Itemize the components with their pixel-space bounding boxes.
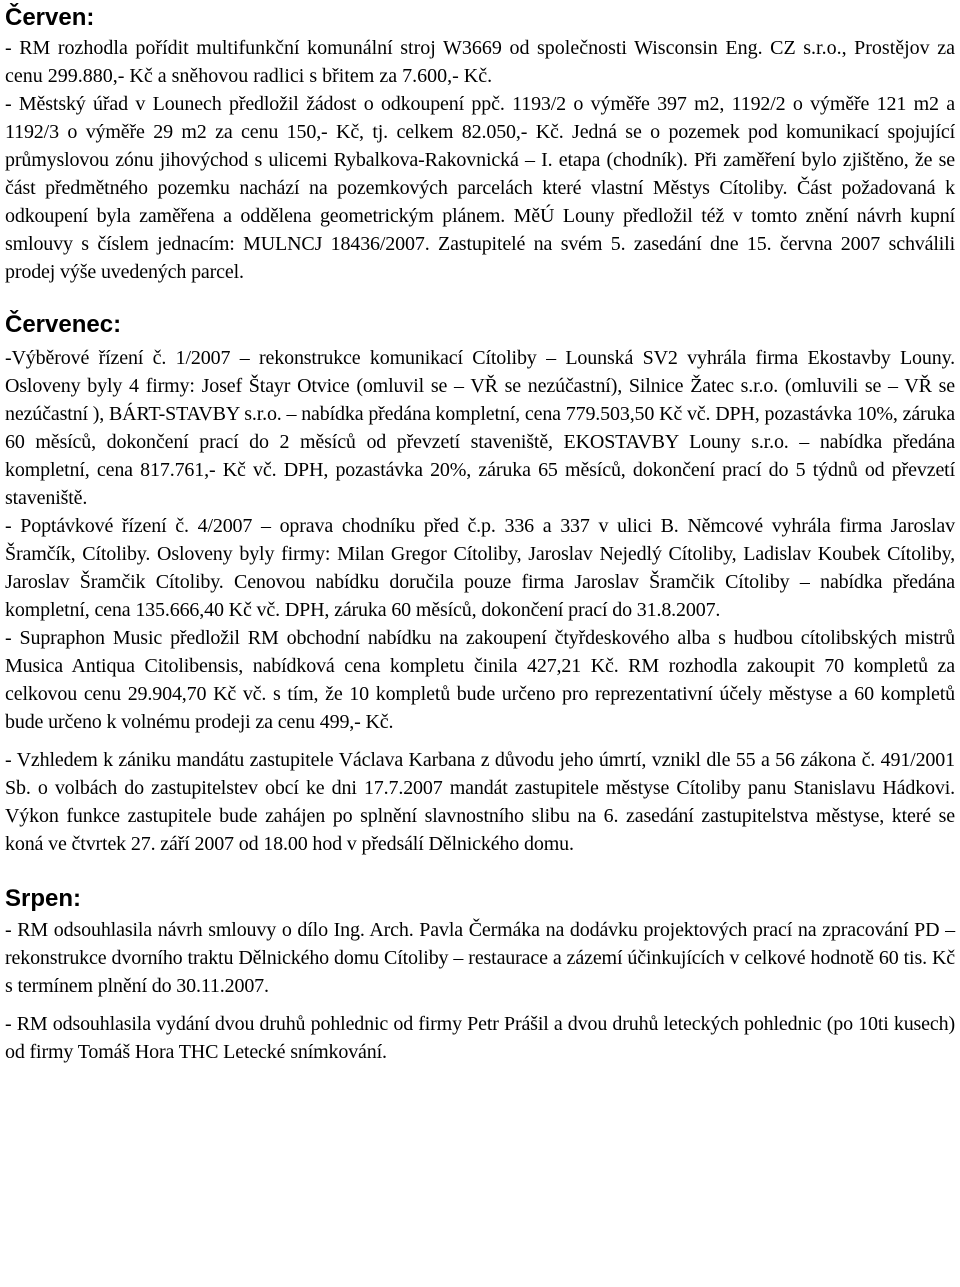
section-cerven: [5, 3, 955, 286]
paragraph: - RM odsouhlasila vydání dvou druhů pohlednic od firmy Petr Prášil a dvou druhů leteckých pohlednic (po 10ti kusech) od firmy Tomáš Hora THC Letecké snímkování.: [5, 1013, 955, 1063]
paragraph: - Vzhledem k zániku mandátu zastupitele Václava Karbana z důvodu jeho úmrtí, vznikl dle 55 a 56 zákona č. 491/2001 Sb. o volbách do zastupitelstev obcí ke dni 17.7.2007 mandát zastupitele městyse Cítoliby panu Stanislavu Hádkovi. Výkon funkce zastupitele bude zahájen po splnění slavnostního slibu na 6. zasedání zastupitelstva městyse, které se koná ve čtvrtek 27. září 2007 od 18.00 hod v předsálí Dělnického domu.: [5, 749, 955, 855]
section-srpen: [5, 884, 955, 1066]
document-page: [5, 0, 955, 1066]
section-heading: Srpen:: [5, 885, 82, 912]
paragraph: - RM odsouhlasila návrh smlouvy o dílo Ing. Arch. Pavla Čermáka na dodávku projektových prací na zpracování PD – rekonstrukce dvorního traktu Dělnického domu Cítoliby – restaurace a zázemí účinkujících v celkové hodnotě 60 tis. Kč s termínem plnění do 30.11.2007.: [5, 919, 955, 997]
section-cervenec: [5, 310, 955, 858]
paragraph: - Poptávkové řízení č. 4/2007 – oprava chodníku před č.p. 336 a 337 v ulici B. Němcové vyhrála firma Jaroslav Šramčík, Cítoliby. Osloveny byly firmy: Milan Gregor Cítoliby, Jaroslav Nejedlý Cítoliby, Ladislav Koubek Cítoliby, Jaroslav Šramčik Cítoliby. Cenovou nabídku doručila pouze firma Jaroslav Šramčik Cítoliby – nabídka předána kompletní, cena 135.666,40 Kč vč. DPH, záruka 60 měsíců, dokončení prací do 31.8.2007.: [5, 515, 955, 621]
paragraph: -Výběrové řízení č. 1/2007 – rekonstrukce komunikací Cítoliby – Lounská SV2 vyhrála firma Ekostavby Louny. Osloveny byly 4 firmy: Josef Štayr Otvice (omluvil se – VŘ se nezúčastní), Silnice Žatec s.r.o. (omluvili se – VŘ se nezúčastní ), BÁRT-STAVBY s.r.o. – nabídka předána kompletní, cena 779.503,50 Kč vč. DPH, pozastávka 10%, záruka 60 měsíců, dokončení prací do 2 měsíců od převzetí staveniště, EKOSTAVBY Louny s.r.o. – nabídka předána kompletní, cena 817.761,- Kč vč. DPH, pozastávka 20%, záruka 65 měsíců, dokončení prací do 5 týdnů od převzetí staveniště.: [5, 347, 955, 509]
section-heading: Červenec:: [5, 311, 122, 338]
paragraph: - RM rozhodla pořídit multifunkční komunální stroj W3669 od společnosti Wisconsin Eng. CZ s.r.o., Prostějov za cenu 299.880,- Kč a sněhovou radlici s břitem za 7.600,- Kč.: [5, 37, 955, 87]
section-heading: Červen:: [5, 4, 95, 31]
paragraph: - Supraphon Music předložil RM obchodní nabídku na zakoupení čtyřdeskového alba s hudbou cítolibských mistrů Musica Antiqua Citolibensis, nabídková cena kompletu činila 427,21 Kč. RM rozhodla zakoupit 70 kompletů za celkovou cenu 29.904,70 Kč vč. s tím, že 10 kompletů bude určeno pro reprezentativní účely městyse a 60 kompletů bude určeno k volnému prodeji za cenu 499,- Kč.: [5, 627, 955, 733]
paragraph: - Městský úřad v Lounech předložil žádost o odkoupení ppč. 1193/2 o výměře 397 m2, 1192/2 o výměře 121 m2 a 1192/3 o výměře 29 m2 za cenu 150,- Kč, tj. celkem 82.050,- Kč. Jedná se o pozemek pod komunikací spojující průmyslovou zónu jihovýchod s ulicemi Rybalkova-Rakovnická – I. etapa (chodník). Při zaměření bylo zjištěno, že se část předmětného pozemku nachází na pozemkových parcelách které vlastní Městys Cítoliby. Část požadovaná k odkoupení byla zaměřena a oddělena geometrickým plánem. MěÚ Louny předložil též v tomto znění návrh kupní smlouvy s číslem jednacím: MULNCJ 18436/2007. Zastupitelé na svém 5. zasedání dne 15. června 2007 schválili prodej výše uvedených parcel.: [5, 93, 955, 283]
